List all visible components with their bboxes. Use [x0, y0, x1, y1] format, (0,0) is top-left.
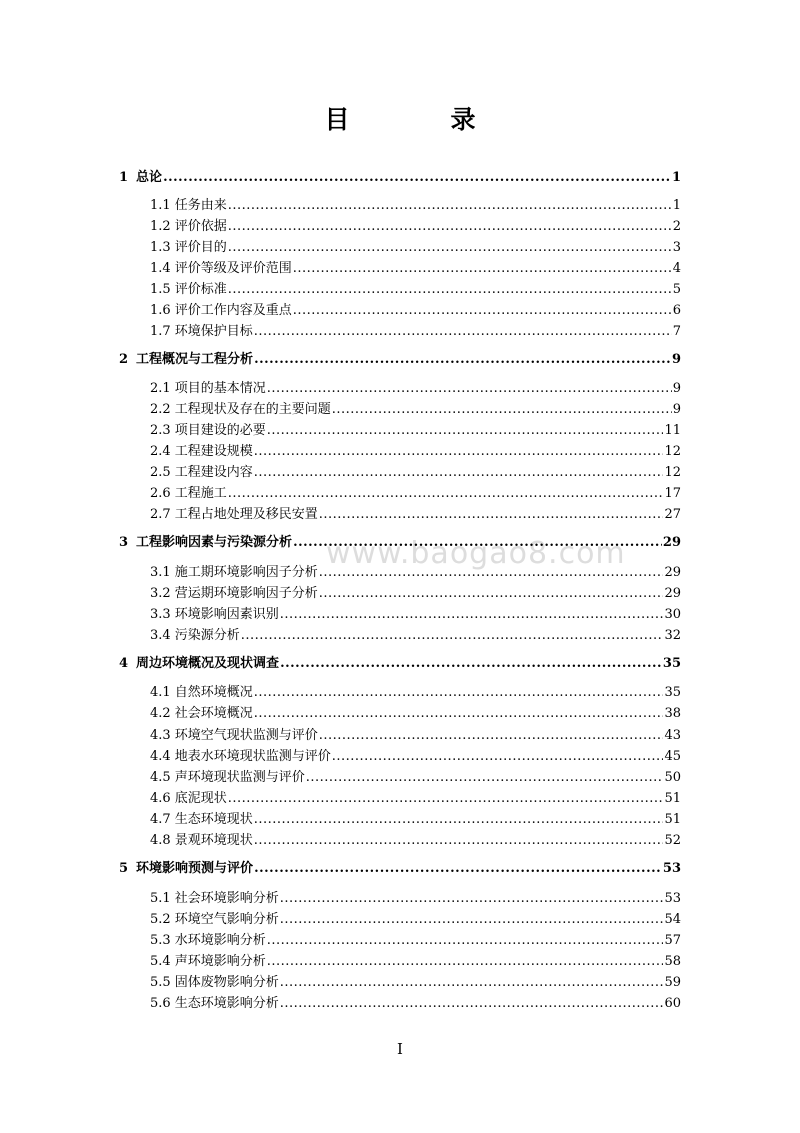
- toc-entry-page: 57: [664, 933, 681, 948]
- toc-entry-label: 评价目的: [174, 240, 227, 255]
- toc-entry-number: 4.6: [150, 791, 171, 806]
- toc-entry-number: 1.2: [150, 219, 171, 234]
- toc-entry-number: 5.5: [150, 975, 171, 990]
- toc-entry-label: 项目的基本情况: [174, 381, 266, 396]
- toc-leader-dots: [254, 860, 662, 878]
- toc-leader-dots: [254, 351, 671, 369]
- toc-leader-dots: [293, 302, 672, 320]
- toc-leader-dots: [280, 606, 664, 624]
- toc-entry-label: 评价标准: [174, 282, 227, 297]
- toc-leader-dots: [254, 323, 672, 341]
- toc-entry[interactable]: [150, 443, 681, 461]
- toc-entry-number: 3: [119, 535, 129, 550]
- toc-leader-dots: [228, 485, 664, 503]
- toc-entry-label: 环境影响预测与评价: [136, 861, 254, 876]
- toc-entry-page: 38: [664, 706, 681, 721]
- toc-leader-dots: [332, 748, 664, 766]
- toc-leader-dots: [254, 832, 664, 850]
- toc-entry[interactable]: [150, 218, 681, 236]
- toc-entry-number: 4.8: [150, 833, 171, 848]
- toc-entry[interactable]: [150, 974, 681, 992]
- toc-entry-page: 12: [664, 465, 681, 480]
- toc-entry[interactable]: [150, 422, 681, 440]
- toc-entry-number: 2.2: [150, 402, 171, 417]
- toc-entry-number: 1.3: [150, 240, 171, 255]
- toc-entry-page: 53: [664, 891, 681, 906]
- toc-entry-number: 4.5: [150, 770, 171, 785]
- toc-entry-label: 社会环境影响分析: [174, 891, 279, 906]
- toc-entry-number: 5.4: [150, 954, 171, 969]
- toc-entry-number: 3.3: [150, 607, 171, 622]
- toc-entry-label: 生态环境影响分析: [174, 996, 279, 1011]
- toc-entry-number: 4.2: [150, 706, 171, 721]
- toc-leader-dots: [280, 655, 662, 673]
- toc-entry[interactable]: [150, 585, 681, 603]
- toc-leader-dots: [241, 627, 664, 645]
- toc-entry-label: 地表水环境现状监测与评价: [174, 749, 331, 764]
- toc-entry-page: 11: [664, 423, 681, 438]
- toc-entry-label: 评价工作内容及重点: [174, 303, 292, 318]
- toc-entry-label: 污染源分析: [174, 628, 240, 643]
- toc-entry-label: 工程概况与工程分析: [136, 352, 254, 367]
- toc-entry[interactable]: [119, 169, 681, 187]
- toc-entry[interactable]: [150, 401, 681, 419]
- toc-entry-number: 1.5: [150, 282, 171, 297]
- toc-entry-page: 45: [664, 749, 681, 764]
- toc-leader-dots: [254, 464, 664, 482]
- toc-entry-number: 3.1: [150, 565, 171, 580]
- toc-entry-number: 4.7: [150, 812, 171, 827]
- toc-entry-number: 5.2: [150, 912, 171, 927]
- toc-entry-number: 2: [119, 352, 129, 367]
- toc-entry-page: 27: [664, 507, 681, 522]
- toc-entry-page: 59: [664, 975, 681, 990]
- toc-entry-page: 53: [662, 861, 681, 876]
- toc-leader-dots: [254, 684, 664, 702]
- toc-entry-label: 周边环境概况及现状调查: [136, 656, 280, 671]
- toc-entry-label: 声环境现状监测与评价: [174, 770, 305, 785]
- toc-entry-number: 2.6: [150, 486, 171, 501]
- toc-entry-label: 工程影响因素与污染源分析: [136, 535, 293, 550]
- toc-entry-label: 底泥现状: [174, 791, 227, 806]
- toc-entry-page: 54: [664, 912, 681, 927]
- toc-leader-dots: [267, 380, 672, 398]
- toc-leader-dots: [228, 218, 672, 236]
- toc-leader-dots: [254, 811, 664, 829]
- toc-entry-page: 58: [664, 954, 681, 969]
- toc-entry[interactable]: [150, 564, 681, 582]
- toc-entry-label: 评价依据: [174, 219, 227, 234]
- toc-entry-page: 30: [664, 607, 681, 622]
- toc-entry-label: 工程建设规模: [174, 444, 253, 459]
- toc-entry[interactable]: [150, 197, 681, 215]
- toc-entry-page: 12: [664, 444, 681, 459]
- toc-entry-page: 60: [664, 996, 681, 1011]
- toc-entry-page: 52: [664, 833, 681, 848]
- toc-leader-dots: [228, 239, 672, 257]
- toc-entry-label: 声环境影响分析: [174, 954, 266, 969]
- toc-entry-number: 4.4: [150, 749, 171, 764]
- toc-entry-label: 工程现状及存在的主要问题: [174, 402, 331, 417]
- toc-leader-dots: [319, 727, 664, 745]
- toc-entry-number: 1: [119, 170, 129, 185]
- toc-entry-page: 1: [672, 198, 681, 213]
- toc-entry-number: 1.6: [150, 303, 171, 318]
- toc-entry-page: 35: [662, 656, 681, 671]
- toc-entry-page: 51: [664, 791, 681, 806]
- toc-entry[interactable]: [150, 606, 681, 624]
- toc-entry-label: 环境保护目标: [174, 324, 253, 339]
- toc-leader-dots: [319, 506, 664, 524]
- toc-entry-number: 3.4: [150, 628, 171, 643]
- toc-entry-label: 施工期环境影响因子分析: [174, 565, 318, 580]
- toc-entry-number: 4.3: [150, 728, 171, 743]
- toc-leader-dots: [280, 890, 664, 908]
- toc-entry-label: 自然环境概况: [174, 685, 253, 700]
- toc-leader-dots: [267, 422, 664, 440]
- toc-entry-label: 评价等级及评价范围: [174, 261, 292, 276]
- page-number: I: [397, 1040, 403, 1058]
- toc-entry-page: 43: [664, 728, 681, 743]
- toc-entry-label: 环境空气现状监测与评价: [174, 728, 318, 743]
- toc-entry[interactable]: [150, 260, 681, 278]
- toc-leader-dots: [254, 443, 664, 461]
- toc-leader-dots: [332, 401, 672, 419]
- toc-entry-label: 项目建设的必要: [174, 423, 266, 438]
- toc-entry[interactable]: [150, 302, 681, 320]
- toc-entry-number: 3.2: [150, 586, 171, 601]
- toc-entry[interactable]: [150, 506, 681, 524]
- toc-entry-page: 29: [664, 586, 681, 601]
- toc-entry[interactable]: [119, 534, 681, 552]
- toc-entry[interactable]: [150, 705, 681, 723]
- toc-leader-dots: [293, 534, 662, 552]
- toc-entry-page: 2: [672, 219, 681, 234]
- toc-entry-label: 工程占地处理及移民安置: [174, 507, 318, 522]
- toc-entry[interactable]: [150, 748, 681, 766]
- toc-entry-number: 2.5: [150, 465, 171, 480]
- toc-leader-dots: [267, 953, 664, 971]
- toc-entry[interactable]: [119, 655, 681, 673]
- toc-entry-number: 2.7: [150, 507, 171, 522]
- toc-entry-label: 任务由来: [174, 198, 227, 213]
- toc-entry[interactable]: [119, 860, 681, 878]
- toc-entry[interactable]: [150, 832, 681, 850]
- toc-entry-label: 景观环境现状: [174, 833, 253, 848]
- toc-leader-dots: [293, 260, 672, 278]
- toc-entry-page: 7: [672, 324, 681, 339]
- toc-entry-page: 29: [662, 535, 681, 550]
- toc-entry-label: 生态环境现状: [174, 812, 253, 827]
- toc-entry-label: 水环境影响分析: [174, 933, 266, 948]
- toc-entry-label: 环境空气影响分析: [174, 912, 279, 927]
- toc-entry-number: 5: [119, 861, 129, 876]
- toc-entry-label: 固体废物影响分析: [174, 975, 279, 990]
- toc-entry-number: 1.4: [150, 261, 171, 276]
- toc-entry-number: 4.1: [150, 685, 171, 700]
- toc-entry[interactable]: [150, 727, 681, 745]
- toc-entry-label: 总论: [136, 170, 163, 185]
- toc-entry[interactable]: [150, 464, 681, 482]
- toc-entry-page: 3: [672, 240, 681, 255]
- toc-leader-dots: [319, 564, 664, 582]
- toc-leader-dots: [280, 911, 664, 929]
- toc-entry-page: 5: [672, 282, 681, 297]
- toc-entry-label: 工程建设内容: [174, 465, 253, 480]
- toc-leader-dots: [254, 705, 664, 723]
- toc-entry[interactable]: [150, 995, 681, 1013]
- page-title: 目 录: [324, 105, 514, 134]
- toc-leader-dots: [306, 769, 664, 787]
- toc-entry[interactable]: [150, 281, 681, 299]
- toc-entry-number: 1.1: [150, 198, 171, 213]
- toc-entry-number: 2.4: [150, 444, 171, 459]
- toc-entry-page: 51: [664, 812, 681, 827]
- toc-leader-dots: [280, 995, 664, 1013]
- toc-entry-label: 社会环境概况: [174, 706, 253, 721]
- toc-leader-dots: [228, 790, 664, 808]
- toc-entry-page: 32: [664, 628, 681, 643]
- toc-entry-label: 环境影响因素识别: [174, 607, 279, 622]
- toc-entry-page: 6: [672, 303, 681, 318]
- toc-entry[interactable]: [150, 890, 681, 908]
- toc-entry[interactable]: [150, 911, 681, 929]
- toc-leader-dots: [319, 585, 664, 603]
- toc-leader-dots: [163, 169, 671, 187]
- toc-leader-dots: [280, 974, 664, 992]
- toc-entry[interactable]: [150, 684, 681, 702]
- toc-entry-page: 9: [672, 381, 681, 396]
- toc-entry-page: 17: [664, 486, 681, 501]
- toc-entry[interactable]: [150, 239, 681, 257]
- toc-entry-page: 1: [671, 170, 681, 185]
- toc-entry[interactable]: [150, 627, 681, 645]
- toc-leader-dots: [228, 197, 672, 215]
- toc-entry-number: 1.7: [150, 324, 171, 339]
- toc-leader-dots: [267, 932, 664, 950]
- toc-entry-page: 4: [672, 261, 681, 276]
- watermark: www.baogao8.com: [326, 536, 626, 571]
- toc-entry-page: 50: [664, 770, 681, 785]
- toc-entry-number: 5.3: [150, 933, 171, 948]
- toc-entry-number: 4: [119, 656, 129, 671]
- toc-entry[interactable]: [119, 351, 681, 369]
- toc-entry[interactable]: [150, 953, 681, 971]
- toc-entry[interactable]: [150, 790, 681, 808]
- toc-entry-page: 9: [672, 402, 681, 417]
- toc-entry-number: 5.1: [150, 891, 171, 906]
- toc-entry-number: 2.1: [150, 381, 171, 396]
- toc-entry-label: 工程施工: [174, 486, 227, 501]
- toc-entry[interactable]: [150, 323, 681, 341]
- toc-entry-page: 29: [664, 565, 681, 580]
- toc-entry[interactable]: [150, 380, 681, 398]
- toc-entry[interactable]: [150, 811, 681, 829]
- toc-entry-page: 35: [664, 685, 681, 700]
- toc-entry-number: 2.3: [150, 423, 171, 438]
- toc-entry-page: 9: [671, 352, 681, 367]
- toc-entry[interactable]: [150, 769, 681, 787]
- toc-entry-label: 营运期环境影响因子分析: [174, 586, 318, 601]
- toc-leader-dots: [228, 281, 672, 299]
- toc-entry-number: 5.6: [150, 996, 171, 1011]
- toc-entry[interactable]: [150, 932, 681, 950]
- toc-entry[interactable]: [150, 485, 681, 503]
